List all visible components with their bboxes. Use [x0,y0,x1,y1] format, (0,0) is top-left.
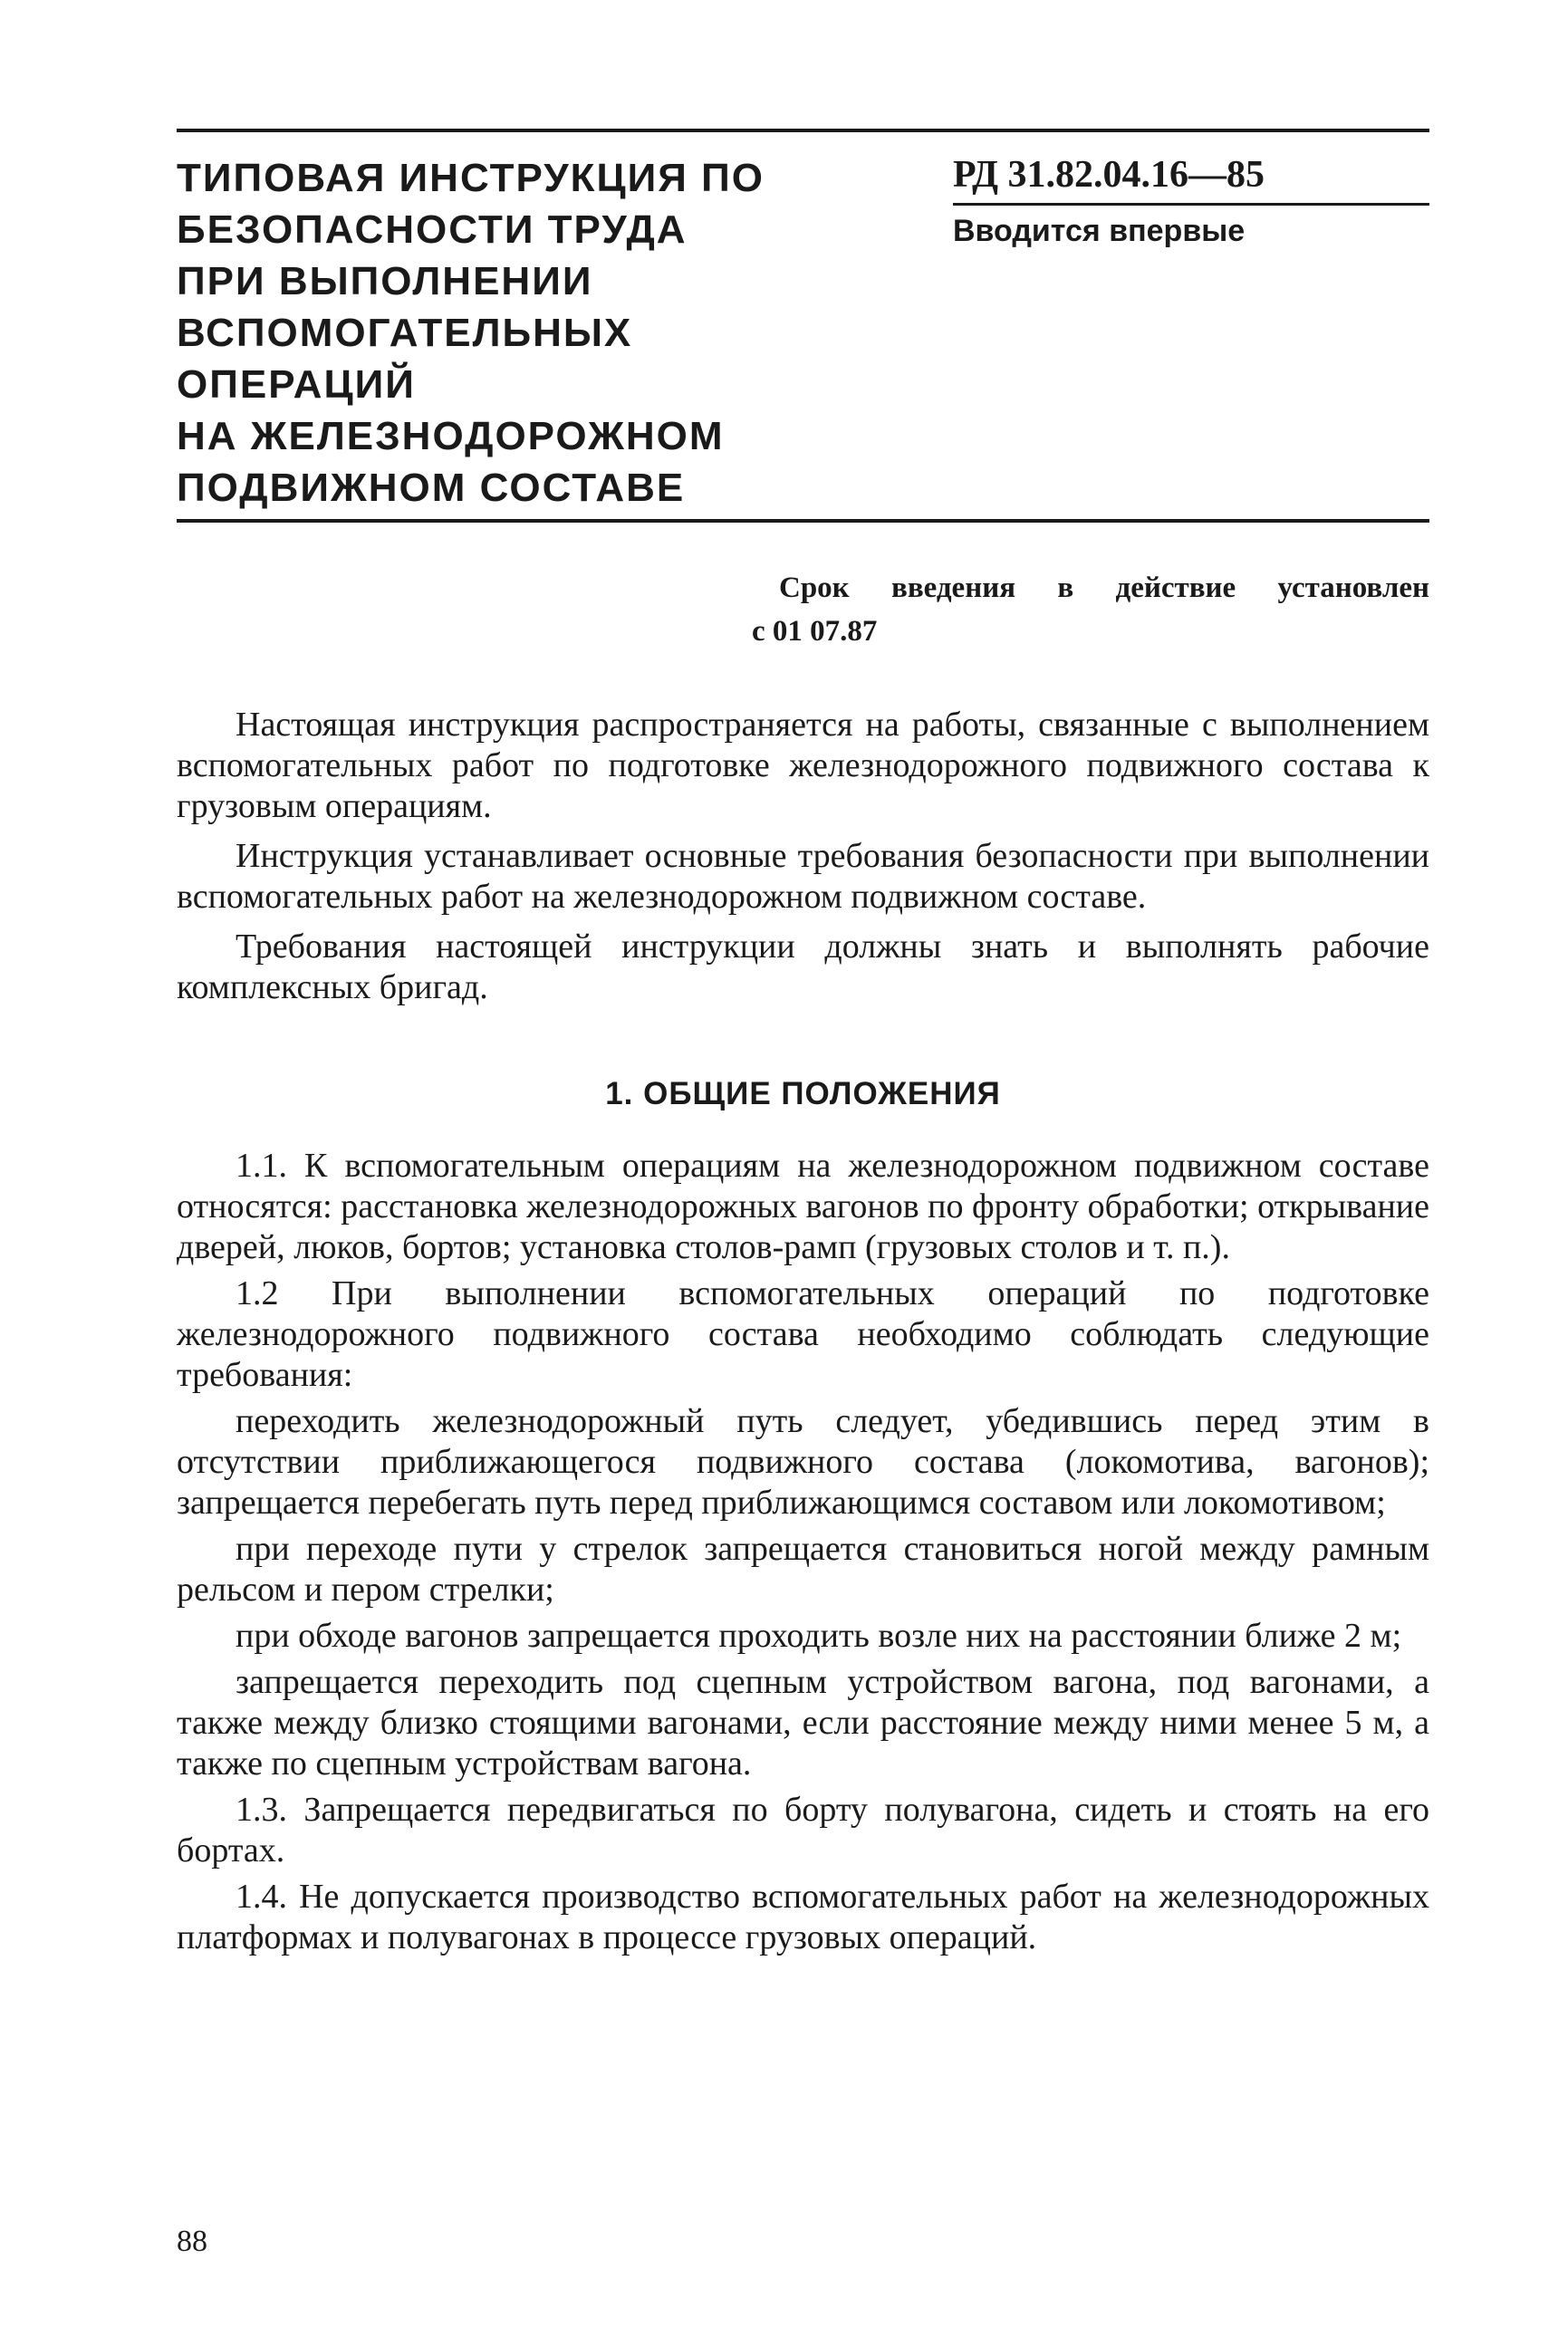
intro-paragraph: Настоящая инструкция распространяется на работы, связанные с выполнением вспомогательных работ по подготовке железнодорожного подвижного состава к грузовым операциям. [177,706,1429,825]
section-text [177,1146,1429,1964]
section-paragraph: при переходе пути у стрелок запрещается становиться ногой между рамным рельсом и пером стрелки; [177,1530,1429,1609]
page-number: 88 [177,2225,207,2258]
section-paragraph: 1.1. К вспомогательным операциям на железнодорожном подвижном составе относятся: расстановка железнодорожных вагонов по фронту обработки; открывание дверей, люков, бортов; установка столов-рамп (грузовых столов и т. п.). [177,1147,1430,1266]
intro-text [177,705,1429,1017]
title-line: ВСПОМОГАТЕЛЬНЫХ [177,311,633,355]
title-line: НА ЖЕЛЕЗНОДОРОЖНОМ [177,414,725,458]
section-paragraph: 1.2 При выполнении вспомогательных операций по подготовке железнодорожного подвижного состава необходимо соблюдать следующие требования: [177,1274,1429,1394]
intro-paragraph: Инструкция устанавливает основные требования безопасности при выполнении вспомогательных работ на железнодорожном подвижном составе. [177,837,1429,916]
title-line: ТИПОВАЯ ИНСТРУКЦИЯ ПО [177,156,765,200]
section-paragraph: переходить железнодорожный путь следует, убедившись перед этим в отсутствии приближающегося подвижного состава (локомотива, вагонов); запрещается перебегать путь перед приближающимся составом или локомотивом; [177,1402,1429,1522]
section-paragraph: запрещается переходить под сцепным устройством вагона, под вагонами, а также между близко стоящими вагонами, если расстояние между ними менее 5 м, а также по сцепным устройствам вагона. [177,1663,1429,1783]
title-line: ПОДВИЖНОМ СОСТАВЕ [177,466,686,510]
section-paragraph: 1.4. Не допускается производство вспомогательных работ на железнодорожных платформах и полувагонах в процессе грузовых операций. [177,1878,1429,1956]
header-bottom-rule [177,519,1429,523]
section-paragraph: 1.3. Запрещается передвигаться по борту полувагона, сидеть и стоять на его бортах. [177,1791,1429,1869]
header-top-rule [177,129,1429,132]
section-paragraph: при обходе вагонов запрещается проходить возле них на расстоянии ближе 2 м; [236,1617,1402,1655]
title-line: БЕЗОПАСНОСТИ ТРУДА [177,207,688,252]
document-status: Вводится впервые [953,214,1246,248]
section-heading: 1. ОБЩИЕ ПОЛОЖЕНИЯ [605,1076,1001,1111]
intro-paragraph: Требования настоящей инструкции должны знать и выполнять рабочие комплексных бригад. [177,928,1429,1006]
document-code: РД 31.82.04.16—85 [953,152,1429,206]
document-title [177,152,865,514]
title-line: ОПЕРАЦИЙ [177,362,416,407]
effective-date-value: с 01 07.87 [752,615,878,648]
effective-date-label: Срок введения в действие установлен [779,572,1429,604]
effective-date-block [752,566,1429,653]
title-line: ПРИ ВЫПОЛНЕНИИ [177,259,593,303]
